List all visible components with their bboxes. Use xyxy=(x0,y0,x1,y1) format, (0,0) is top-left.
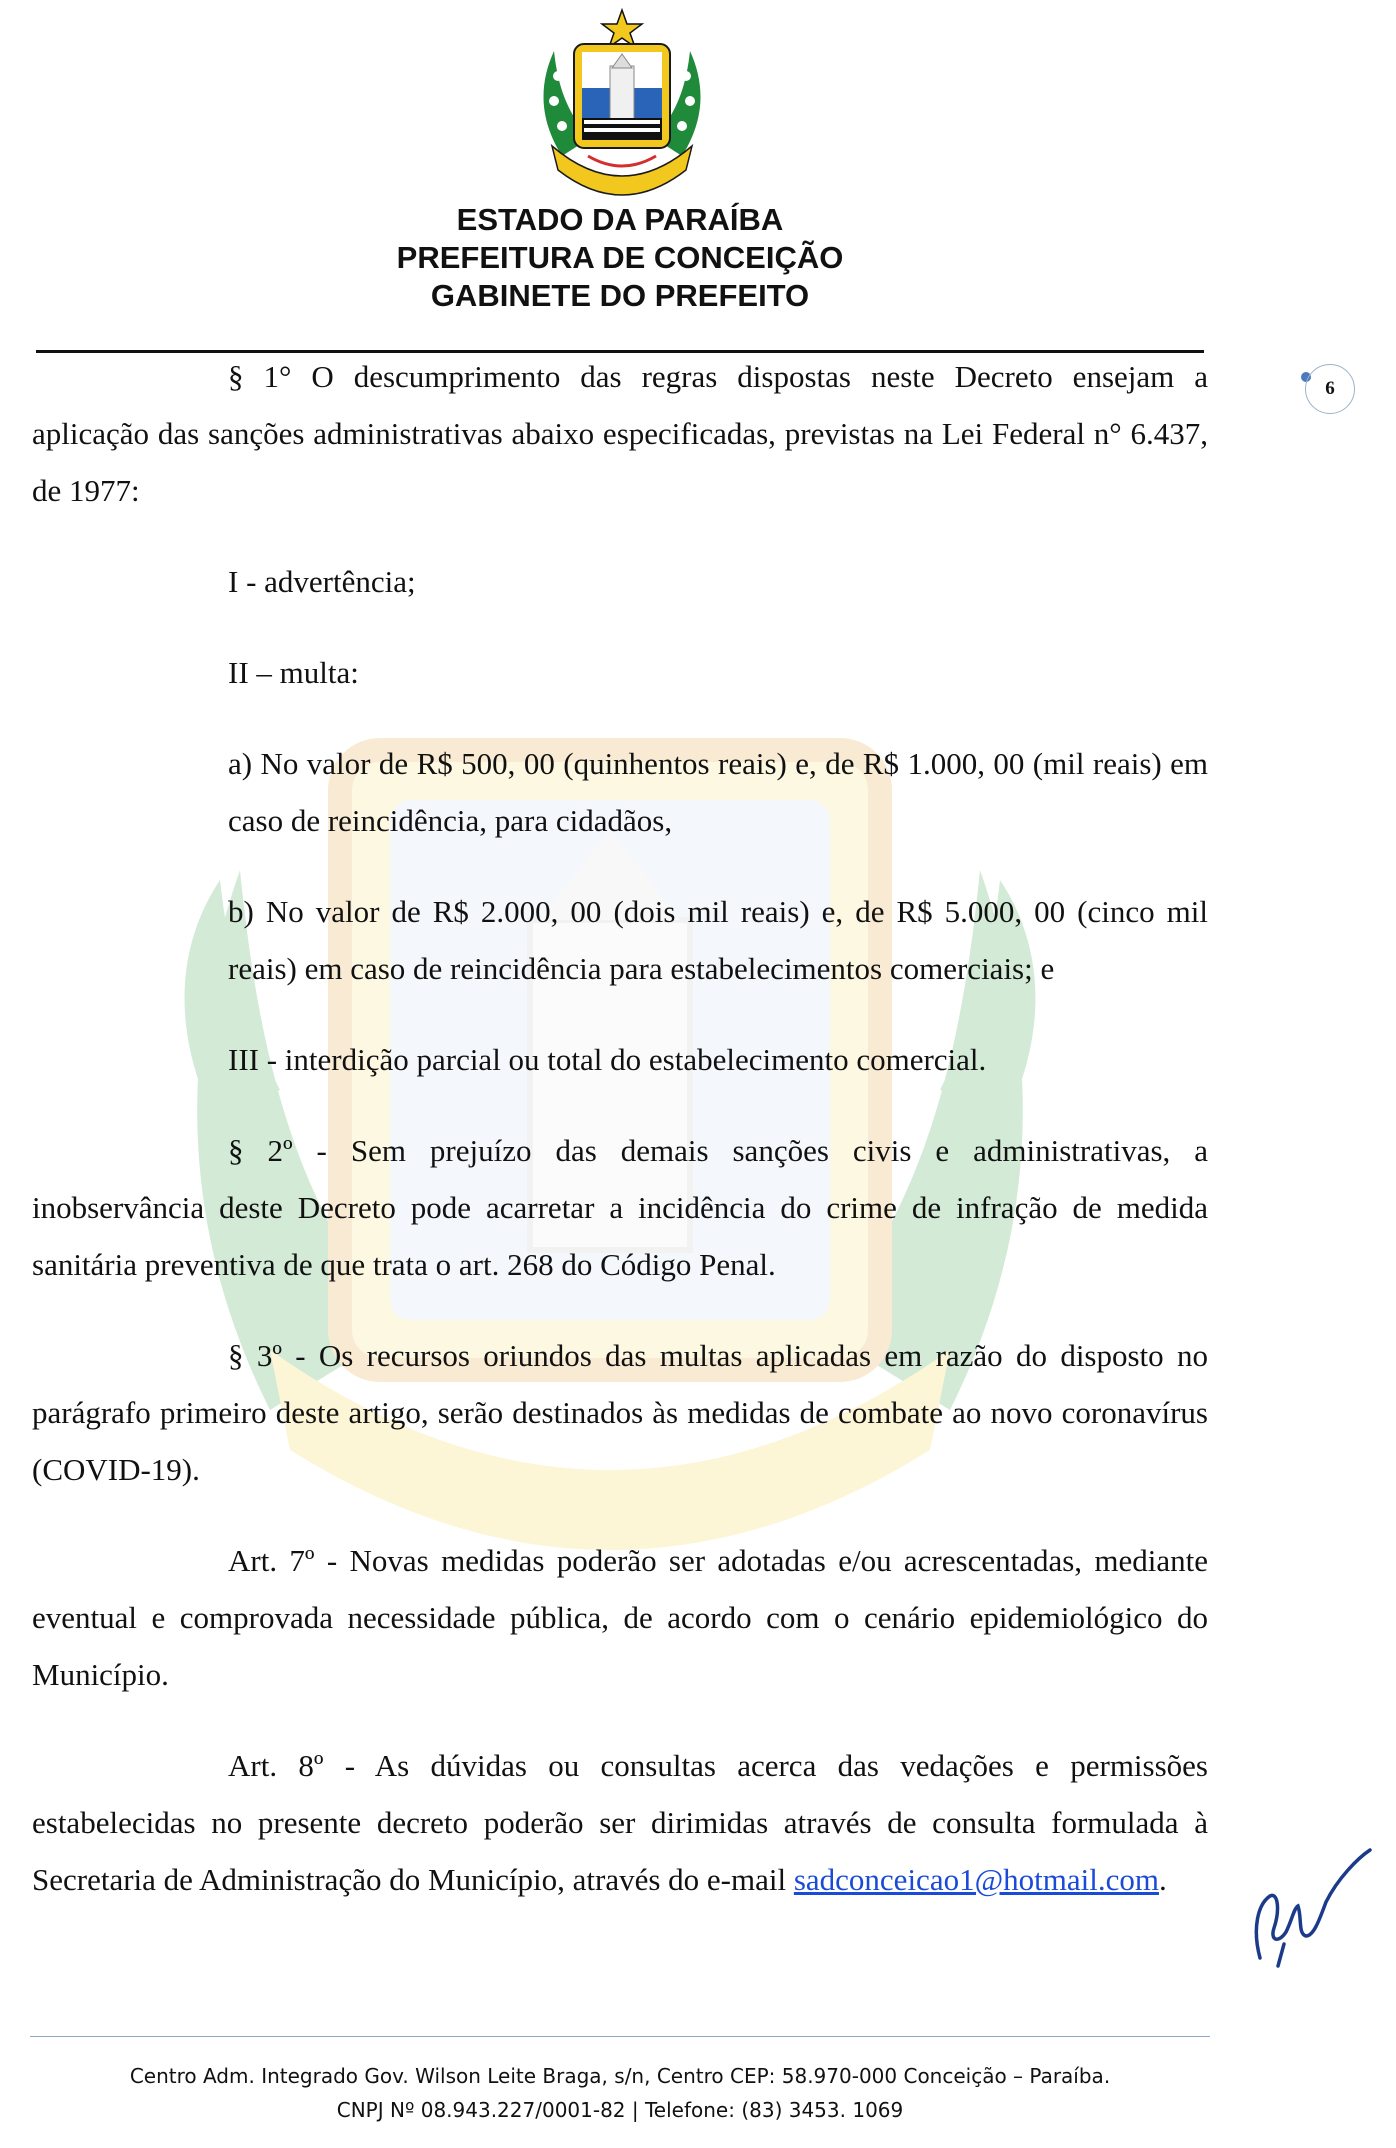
email-link[interactable]: sadconceicao1@hotmail.com xyxy=(793,1862,1159,1897)
footer-address: Centro Adm. Integrado Gov. Wilson Leite Braga, s/n, Centro CEP: 58.970-000 Conceição – Paraíba. xyxy=(129,2064,1111,2088)
header-state: ESTADO DA PARAÍBA xyxy=(456,202,784,237)
paragraph-1: § 1° O descumprimento das regras dispostas neste Decreto ensejam a aplicação das sanções administrativas abaixo especificadas, previstas na Lei Federal n° 6.437, de 1977: xyxy=(32,359,1208,508)
paragraph-3: § 3º - Os recursos oriundos das multas aplicadas em razão do disposto no parágrafo primeiro deste artigo, serão destinados às medidas de combate ao novo coronavírus (COVID-19). xyxy=(32,1338,1208,1487)
municipal-crest xyxy=(532,6,712,196)
paragraph-interdicao: III - interdição parcial ou total do estabelecimento comercial. xyxy=(228,1042,987,1077)
paragraph-2: § 2º - Sem prejuízo das demais sanções civis e administrativas, a inobservância deste Decreto pode acarretar a incidência do crime de infração de medida sanitária preventiva de que trata o art. 268 do Código Penal. xyxy=(32,1133,1208,1282)
paragraph-advertencia: I - advertência; xyxy=(228,564,416,599)
signature xyxy=(1248,1848,1378,1978)
paragraph-multa: II – multa: xyxy=(228,655,359,690)
art-8-text: Art. 8º - As dúvidas ou consultas acerca das vedações e permissões estabelecidas no presente decreto poderão ser dirimidas através de consulta formulada à Secretaria de Administração do Município, através do e-mail xyxy=(32,1748,1208,1897)
header-prefecture: PREFEITURA DE CONCEIÇÃO xyxy=(396,240,844,275)
footer-contact: CNPJ Nº 08.943.227/0001-82 | Telefone: (83) 3453. 1069 xyxy=(336,2098,904,2122)
document-body xyxy=(32,348,1208,1908)
art-8-end: . xyxy=(1158,1862,1167,1897)
paragraph-art-8 xyxy=(32,1737,1208,1908)
paragraph-art-7: Art. 7º - Novas medidas poderão ser adotadas e/ou acrescentadas, mediante eventual e comprovada necessidade pública, de acordo com o cenário epidemiológico do Município. xyxy=(32,1543,1208,1692)
paragraph-item-a: a) No valor de R$ 500, 00 (quinhentos reais) e, de R$ 1.000, 00 (mil reais) em caso de reincidência, para cidadãos, xyxy=(228,746,1208,838)
footer-rule xyxy=(30,2036,1210,2037)
header-office: GABINETE DO PREFEITO xyxy=(430,278,810,313)
page-number: 6 xyxy=(1305,364,1355,414)
paragraph-item-b: b) No valor de R$ 2.000, 00 (dois mil reais) e, de R$ 5.000, 00 (cinco mil reais) em caso de reincidência para estabelecimentos comerciais; e xyxy=(228,894,1208,986)
